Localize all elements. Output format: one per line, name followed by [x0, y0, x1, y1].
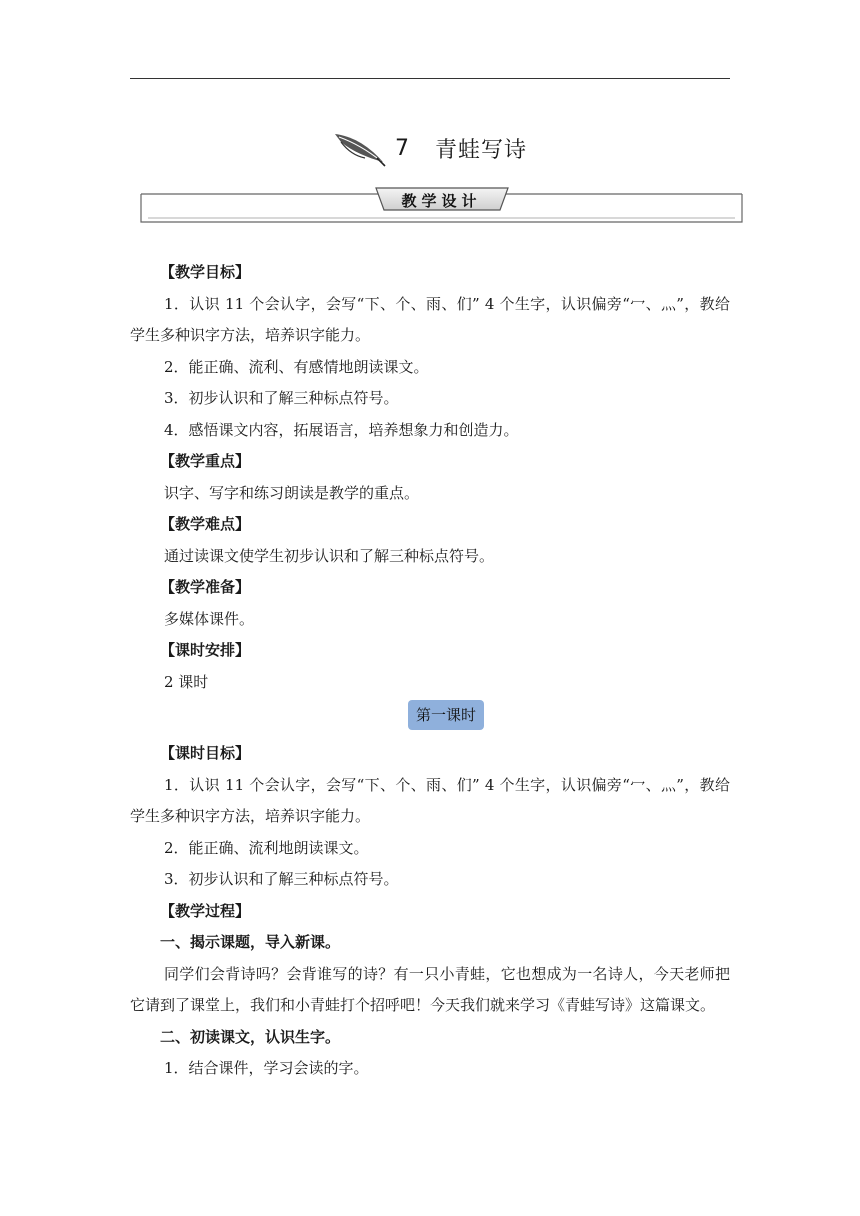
banner-title: 教学设计 [401, 192, 482, 210]
lesson-goal-item-3: 3．初步认识和了解三种标点符号。 [164, 870, 399, 888]
step1-text: 同学们会背诗吗？会背谁写的诗？有一只小青蛙，它也想成为一名诗人，今天老师把它请到了课堂上，我们和小青蛙打个招呼吧！今天我们就来学习《青蛙写诗》这篇课文。 [130, 964, 730, 1014]
lesson-title [0, 128, 860, 172]
difficulty-heading: 【教学难点】 [160, 515, 251, 533]
goal-item-2: 2．能正确、流利、有感情地朗读课文。 [164, 357, 429, 376]
difficulty-text: 通过读课文使学生初步认识和了解三种标点符号。 [164, 546, 495, 565]
step1-heading: 一、揭示课题，导入新课。 [160, 933, 341, 951]
step2-heading: 二、初读课文，认识生字。 [160, 1027, 341, 1046]
lesson-badge-row [130, 698, 730, 738]
lesson-plan-body [130, 257, 730, 1085]
focus-text: 识字、写字和练习朗读是教学的重点。 [164, 483, 420, 502]
process-heading: 【教学过程】 [160, 901, 251, 920]
goal-item-3: 3．初步认识和了解三种标点符号。 [164, 389, 399, 407]
quill-feather-icon [333, 128, 387, 168]
lesson-goal-item-1: 1．认识 11 个会认字，会写“下、个、雨、们” 4 个生字，认识偏旁“冖、灬”，教给学生多种识字方法，培养识字能力。 [130, 775, 730, 825]
step2-item-1: 1．结合课件，学习会读的字。 [164, 1059, 369, 1077]
section-banner [140, 186, 743, 226]
lesson-goals-heading: 【课时目标】 [160, 744, 251, 762]
lesson-goal-item-2: 2．能正确、流利地朗读课文。 [164, 838, 369, 857]
goal-item-4: 4．感悟课文内容，拓展语言，培养想象力和创造力。 [164, 420, 519, 439]
lesson-number: 7 [394, 135, 409, 161]
goal-item-1: 1．认识 11 个会认字，会写“下、个、雨、们” 4 个生字，认识偏旁“冖、灬”，教给学生多种识字方法，培养识字能力。 [130, 294, 730, 344]
first-lesson-badge: 第一课时 [408, 700, 484, 730]
schedule-text: 2 课时 [164, 672, 209, 691]
lesson-name: 青蛙写诗 [434, 137, 527, 163]
header-rule [130, 78, 730, 79]
focus-heading: 【教学重点】 [160, 452, 251, 470]
prep-text: 多媒体课件。 [164, 609, 255, 628]
schedule-heading: 【课时安排】 [160, 641, 251, 659]
goals-heading: 【教学目标】 [160, 263, 251, 281]
prep-heading: 【教学准备】 [160, 578, 251, 596]
